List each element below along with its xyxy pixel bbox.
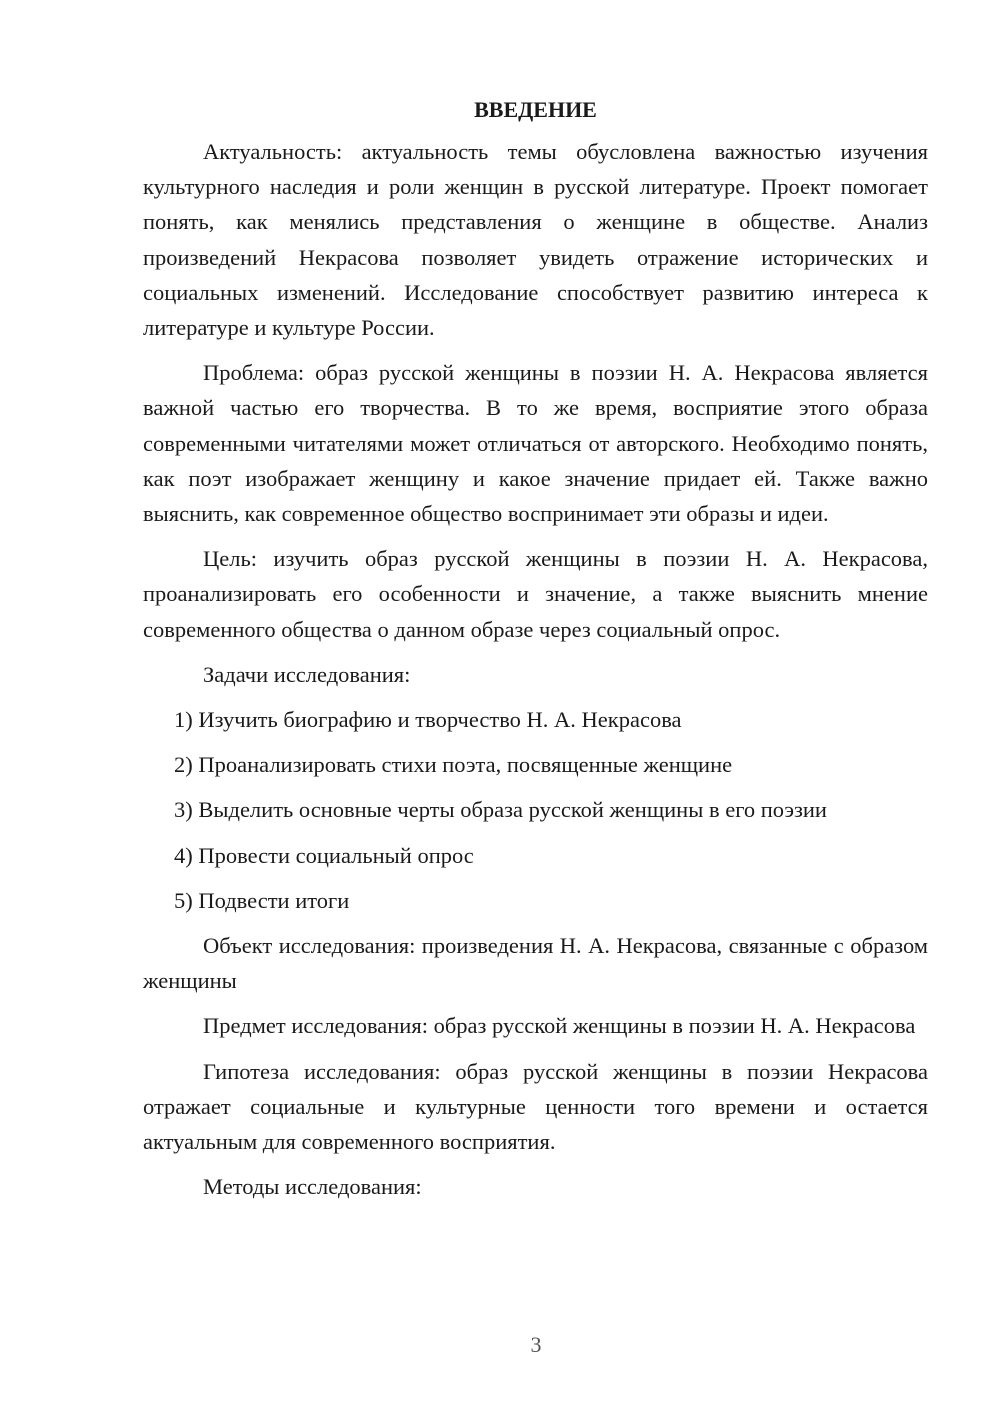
hypothesis-paragraph: Гипотеза исследования: образ русской женщины в поэзии Некрасова отражает социальные и культурные ценности того времени и остается актуальным для современного восприятия. (143, 1058, 928, 1155)
section-heading: ВВЕДЕНИЕ (474, 97, 597, 122)
problem-paragraph: Проблема: образ русской женщины в поэзии Н. А. Некрасова является важной частью его творчества. В то же время, восприятие этого образа современными читателями может отличаться от авторского. Необходимо понять, как поэт изображает женщину и какое значение придает ей. Также важно выяснить, как современное общество воспринимает эти образы и идеи. (143, 360, 928, 527)
tasks-heading: Задачи исследования: (203, 661, 411, 687)
task-item-1: 1) Изучить биографию и творчество Н. А. Некрасова (174, 707, 682, 733)
task-item-4: 4) Провести социальный опрос (174, 842, 474, 868)
goal-paragraph: Цель: изучить образ русской женщины в поэзии Н. А. Некрасова, проанализировать его особенности и значение, а также выяснить мнение современного общества о данном образе через социальный опрос. (143, 546, 928, 642)
methods-heading: Методы исследования: (203, 1174, 422, 1200)
task-item-2: 2) Проанализировать стихи поэта, посвященные женщине (174, 752, 733, 778)
document-page (143, 92, 928, 1214)
task-item-5: 5) Подвести итоги (174, 887, 350, 913)
task-item-3: 3) Выделить основные черты образа русской женщины в его поэзии (174, 797, 827, 823)
relevance-paragraph: Актуальность: актуальность темы обусловлена важностью изучения культурного наследия и роли женщин в русской литературе. Проект помогает понять, как менялись представления о женщине в обществе. Анализ произведений Некрасова позволяет увидеть отражение исторических и социальных изменений. Исследование способствует развитию интереса к литературе и культуре России. (143, 139, 928, 341)
page-number: 3 (530, 1332, 542, 1357)
object-paragraph: Объект исследования: произведения Н. А. Некрасова, связанные с образом женщины (143, 933, 928, 994)
subject-paragraph: Предмет исследования: образ русской женщины в поэзии Н. А. Некрасова (203, 1013, 916, 1039)
